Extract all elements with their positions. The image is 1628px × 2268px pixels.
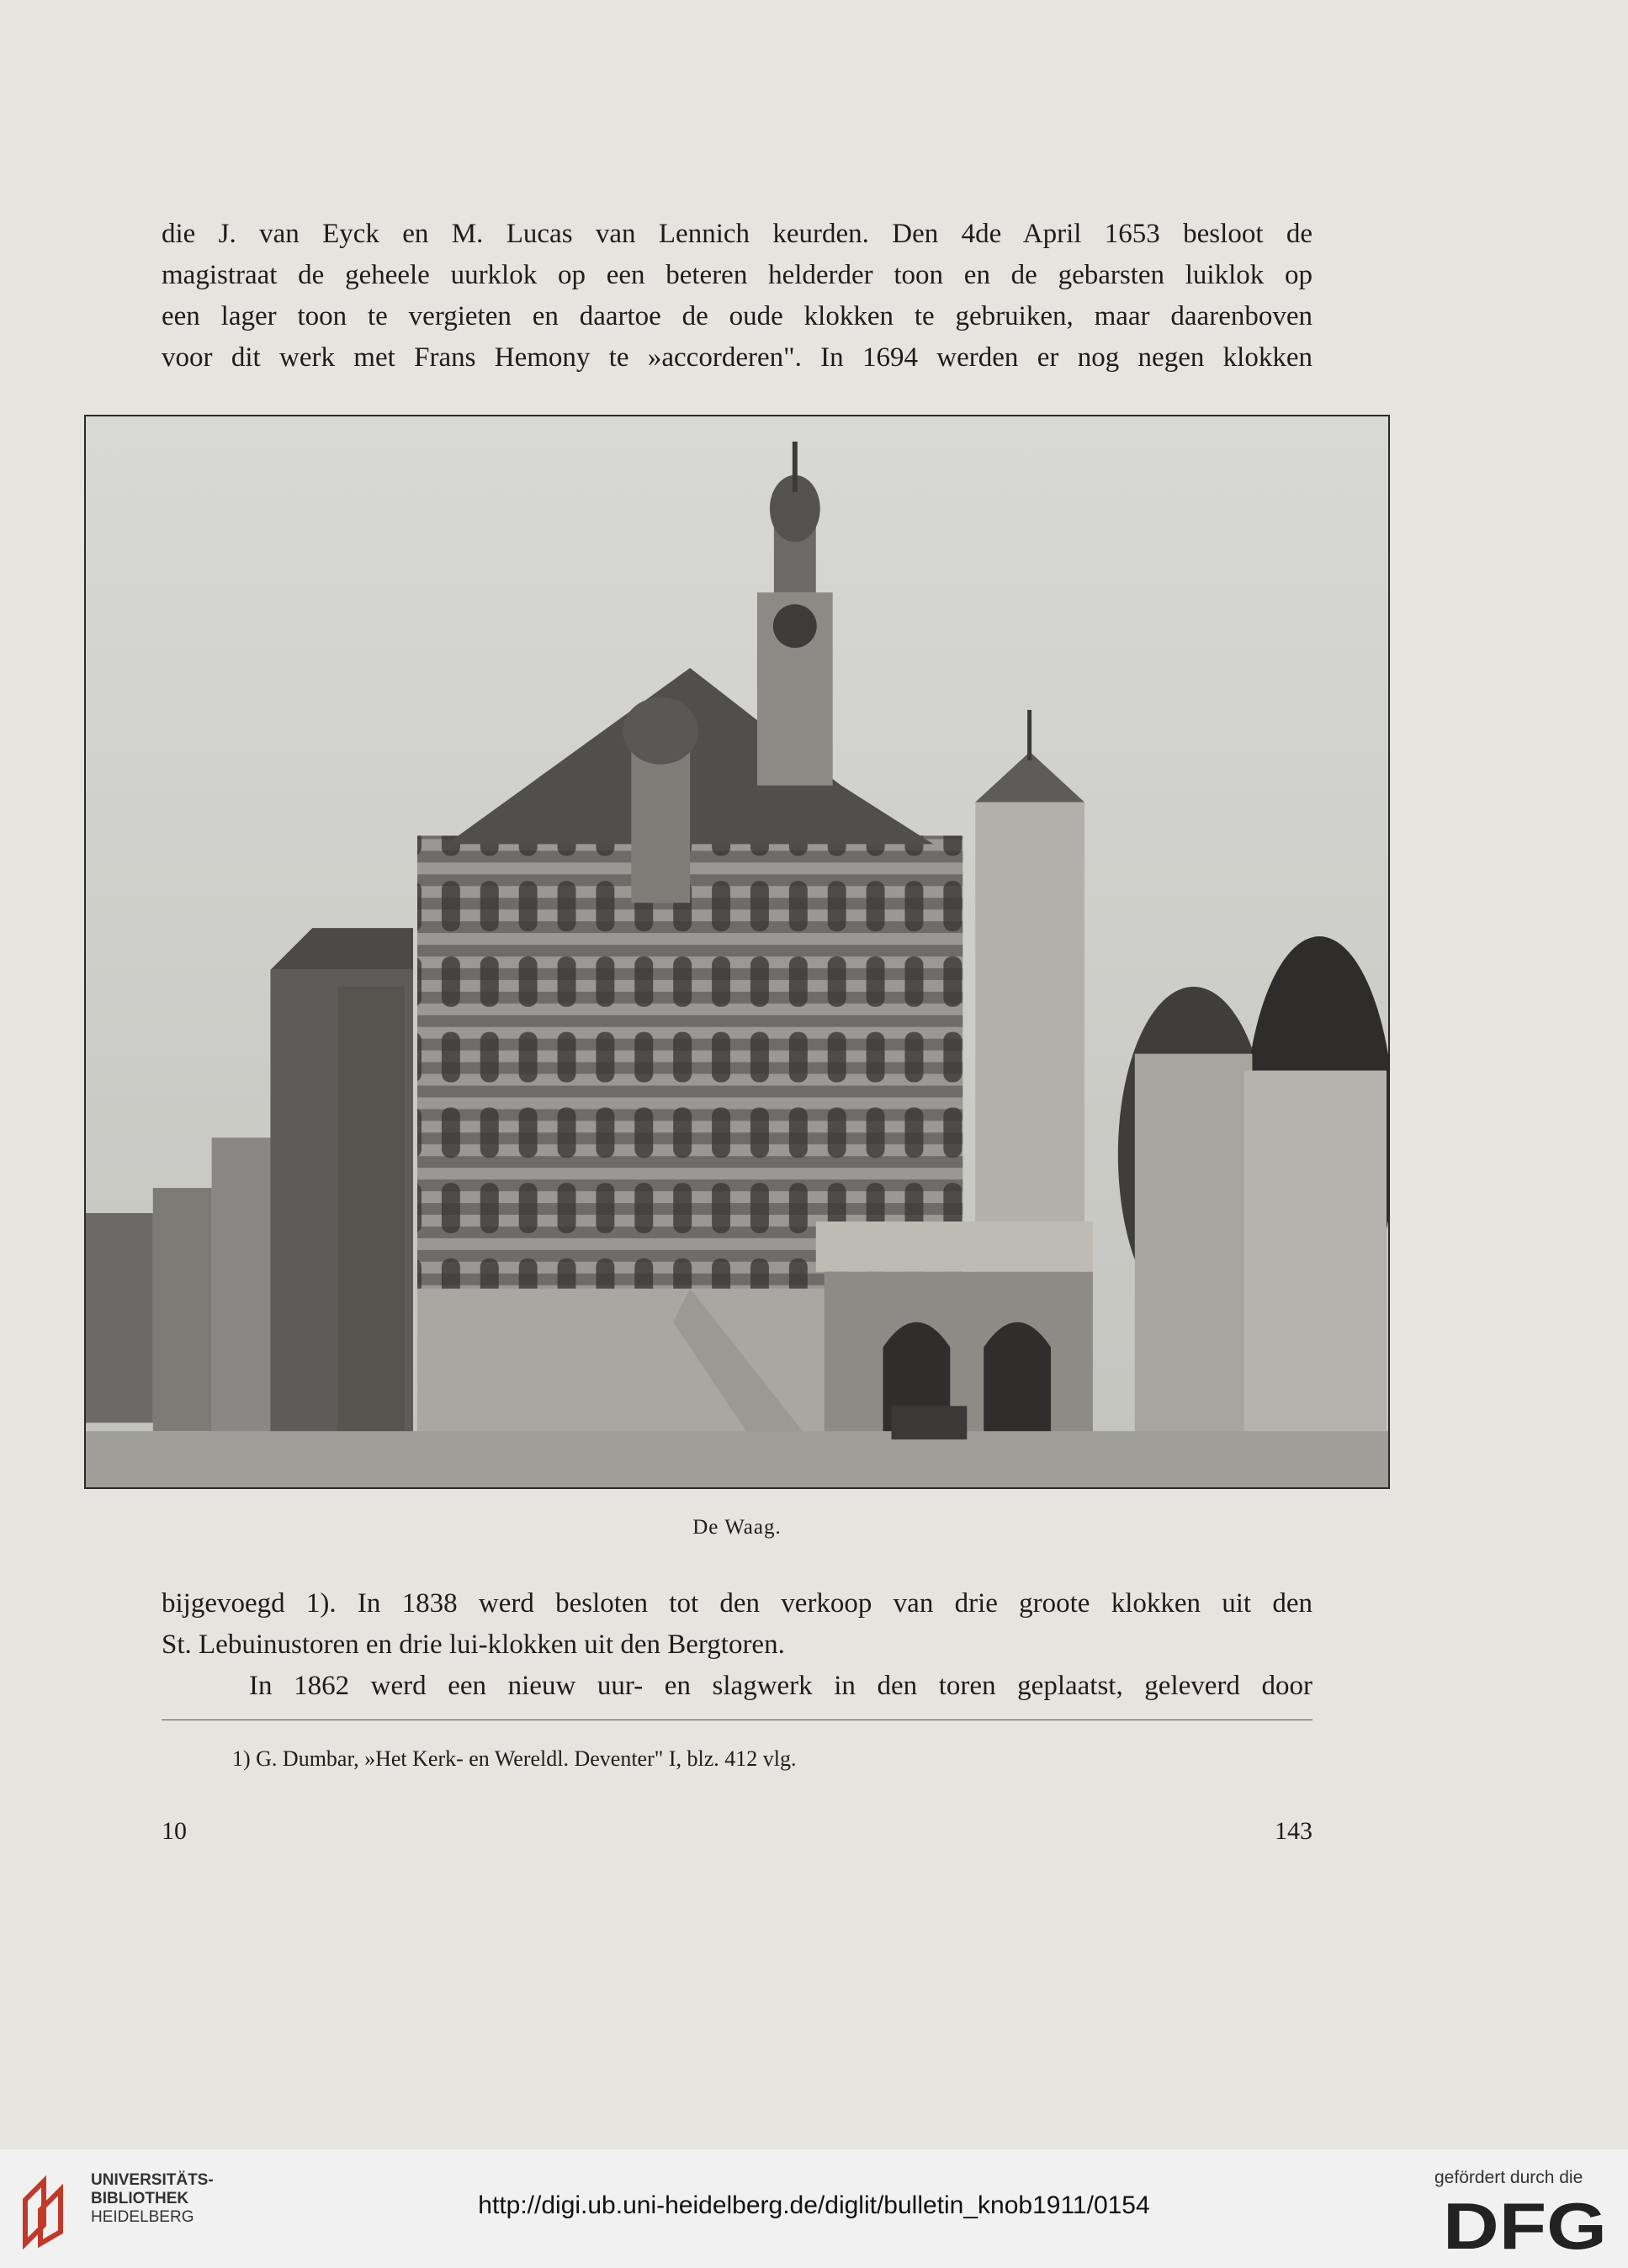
text-line: magistraat de geheele uurklok op een beteren helderder toon en de gebarsten luiklok op	[162, 260, 1312, 290]
page-number-right: 143	[1275, 1817, 1312, 1845]
footnote: 1) G. Dumbar, »Het Kerk- en Wereldl. Deventer" I, blz. 412 vlg.	[232, 1746, 797, 1771]
building-illustration	[86, 416, 1388, 1487]
text-line: St. Lebuinustoren en drie lui-klokken uit den Bergtoren.	[162, 1629, 785, 1660]
text-line: een lager toon te vergieten en daartoe de oude klokken te gebruiken, maar daarenboven	[162, 301, 1312, 331]
library-name: UNIVERSITÄTS- BIBLIOTHEK HEIDELBERG	[91, 2171, 214, 2226]
text-line: die J. van Eyck en M. Lucas van Lennich keurden. Den 4de April 1653 besloot de	[162, 219, 1312, 249]
figure-caption: De Waag.	[692, 1516, 782, 1539]
footer-bar	[0, 2149, 1628, 2268]
dfg-logo-text: DFG	[1443, 2193, 1607, 2256]
photo-de-waag	[84, 415, 1390, 1489]
page-number-left: 10	[162, 1817, 187, 1845]
paragraph-top	[162, 214, 1312, 379]
dfg-logo-icon	[1443, 2193, 1611, 2256]
text-line: voor dit werk met Frans Hemony te »accorderen". In 1694 werden er nog negen klokken	[162, 342, 1312, 373]
text-line: In 1862 werd een nieuw uur- en slagwerk in den toren geplaatst, geleverd door	[249, 1671, 1312, 1701]
text-line: bijgevoegd 1). In 1838 werd besloten tot den verkoop van drie groote klokken uit den	[162, 1588, 1312, 1619]
document-url-link[interactable]: http://digi.ub.uni-heidelberg.de/diglit/bulletin_knob1911/0154	[478, 2191, 1150, 2219]
paragraph-bottom	[162, 1583, 1312, 1707]
funding-note: gefördert durch die	[1434, 2168, 1583, 2187]
